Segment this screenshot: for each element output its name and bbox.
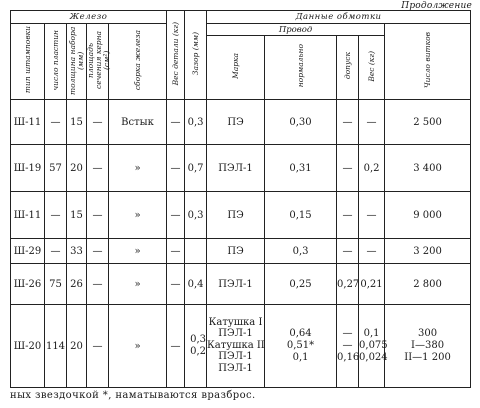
brand-cell: ПЭ (207, 100, 265, 145)
wire-weight-header: Вес (кг) (359, 36, 385, 100)
plates-cell: — (45, 100, 67, 145)
plates-cell: 114 (45, 305, 67, 388)
thickness-cell: 20 (67, 305, 87, 388)
continuation-label: Продолжение (401, 1, 472, 11)
plates-header: число пластин (45, 24, 67, 100)
wire-weight-cell: — (359, 239, 385, 264)
thickness-cell: 15 (67, 192, 87, 239)
weight-cell: — (167, 100, 185, 145)
tolerance-value-1: — (342, 328, 353, 339)
brand-cell: ПЭЛ-1 (207, 264, 265, 305)
turns-cell: 2 500 (385, 100, 471, 145)
plates-cell: — (45, 239, 67, 264)
area-header: площадь сечения керна (см²) (87, 24, 109, 100)
winding-data-table (10, 10, 471, 388)
wire-weight-cell (359, 305, 388, 388)
gap-value-2: 0,2 (190, 346, 207, 357)
weight-cell: — (167, 192, 185, 239)
brand-value-2: ПЭЛ-1 (218, 351, 253, 362)
gap-cell: 0,4 (185, 264, 207, 305)
coil-label-2: Катушка II (207, 340, 265, 351)
area-cell: — (87, 100, 109, 145)
tolerance-header: допуск (337, 36, 359, 100)
table-row (11, 239, 471, 264)
turns-value-3: II—1 200 (404, 352, 451, 363)
area-cell: — (87, 264, 109, 305)
thickness-cell: 33 (67, 239, 87, 264)
brand-cell: ПЭ (207, 192, 265, 239)
weight-cell: — (167, 264, 185, 305)
area-cell: — (87, 239, 109, 264)
brand-cell (207, 305, 265, 388)
turns-cell: 9 000 (385, 192, 471, 239)
type-cell: Ш-20 (11, 305, 45, 388)
thickness-header: толщина набора (мм) (67, 24, 87, 100)
brand-value-3: ПЭЛ-1 (218, 363, 253, 374)
tolerance-cell: — (337, 100, 359, 145)
thickness-cell: 20 (67, 145, 87, 192)
gap-cell: 0,3 (185, 100, 207, 145)
brand-cell: ПЭЛ-1 (207, 145, 265, 192)
thickness-cell: 15 (67, 100, 87, 145)
assembly-cell: » (109, 305, 167, 388)
table-row (11, 145, 471, 192)
weight-cell: — (167, 239, 185, 264)
turns-value-1: 300 (418, 328, 438, 339)
table-row (11, 192, 471, 239)
wire-weight-cell: — (359, 100, 385, 145)
nominal-cell: 0,25 (265, 264, 337, 305)
type-cell: Ш-19 (11, 145, 45, 192)
brand-value-1: ПЭЛ-1 (218, 328, 253, 339)
tolerance-cell (337, 305, 359, 388)
tolerance-cell: 0,27 (337, 264, 359, 305)
assembly-cell: » (109, 145, 167, 192)
plates-cell: 75 (45, 264, 67, 305)
wire-weight-value-2: 0,075 (359, 340, 388, 351)
area-cell: — (87, 305, 109, 388)
brand-cell: ПЭ (207, 239, 265, 264)
gap-value-1: 0,3 (190, 334, 207, 345)
iron-group-header: Железо (11, 11, 167, 24)
nominal-cell: 0,30 (265, 100, 337, 145)
tolerance-cell: — (337, 239, 359, 264)
turns-header: Число витков (385, 24, 471, 100)
thickness-cell: 26 (67, 264, 87, 305)
wire-weight-cell: 0,21 (359, 264, 385, 305)
nominal-cell: 0,3 (265, 239, 337, 264)
area-cell: — (87, 145, 109, 192)
assembly-cell: » (109, 264, 167, 305)
wire-weight-value-1: 0,1 (363, 328, 380, 339)
table-row (11, 264, 471, 305)
type-cell: Ш-29 (11, 239, 45, 264)
assembly-cell: Встык (109, 100, 167, 145)
assembly-cell: » (109, 192, 167, 239)
footnote-text: ных звездочкой *, наматываются вразброс. (10, 390, 256, 401)
winding-group-header: Данные обмотки (207, 11, 471, 24)
wire-group-header: Провод (207, 24, 385, 36)
table-row (11, 305, 471, 388)
weight-header: Вес детали (кг) (167, 11, 185, 100)
plates-cell: 57 (45, 145, 67, 192)
turns-cell (385, 305, 471, 388)
nominal-value-2: 0,51* (286, 340, 315, 351)
type-cell: Ш-11 (11, 192, 45, 239)
turns-cell: 3 200 (385, 239, 471, 264)
area-cell: — (87, 192, 109, 239)
weight-cell: — (167, 305, 185, 388)
nominal-cell: 0,15 (265, 192, 337, 239)
wire-weight-cell: 0,2 (359, 145, 385, 192)
tolerance-value-2: — (342, 340, 353, 351)
turns-cell: 2 800 (385, 264, 471, 305)
gap-cell (185, 239, 207, 264)
type-cell: Ш-26 (11, 264, 45, 305)
brand-header: Марка (207, 36, 265, 100)
nominal-cell (265, 305, 337, 388)
nominal-value-3: 0,1 (292, 352, 309, 363)
tolerance-cell: — (337, 192, 359, 239)
nominal-header: нормально (265, 36, 337, 100)
plates-cell: — (45, 192, 67, 239)
coil-label-1: Катушка I (208, 317, 263, 328)
tolerance-cell: — (337, 145, 359, 192)
type-header: тип штамповки (11, 24, 45, 100)
tolerance-value-3: 0,16 (337, 352, 360, 363)
nominal-cell: 0,31 (265, 145, 337, 192)
type-cell: Ш-11 (11, 100, 45, 145)
nominal-value-1: 0,64 (289, 328, 312, 339)
table-row (11, 100, 471, 145)
weight-cell: — (167, 145, 185, 192)
turns-cell: 3 400 (385, 145, 471, 192)
turns-value-2: I—380 (411, 340, 445, 351)
wire-weight-cell: — (359, 192, 385, 239)
gap-cell: 0,7 (185, 145, 207, 192)
gap-cell (185, 305, 207, 388)
gap-header: Зазор (мм) (185, 11, 207, 100)
assembly-cell: » (109, 239, 167, 264)
assembly-header: сборка железа (109, 24, 167, 100)
wire-weight-value-3: 0,024 (359, 352, 388, 363)
gap-cell: 0,3 (185, 192, 207, 239)
